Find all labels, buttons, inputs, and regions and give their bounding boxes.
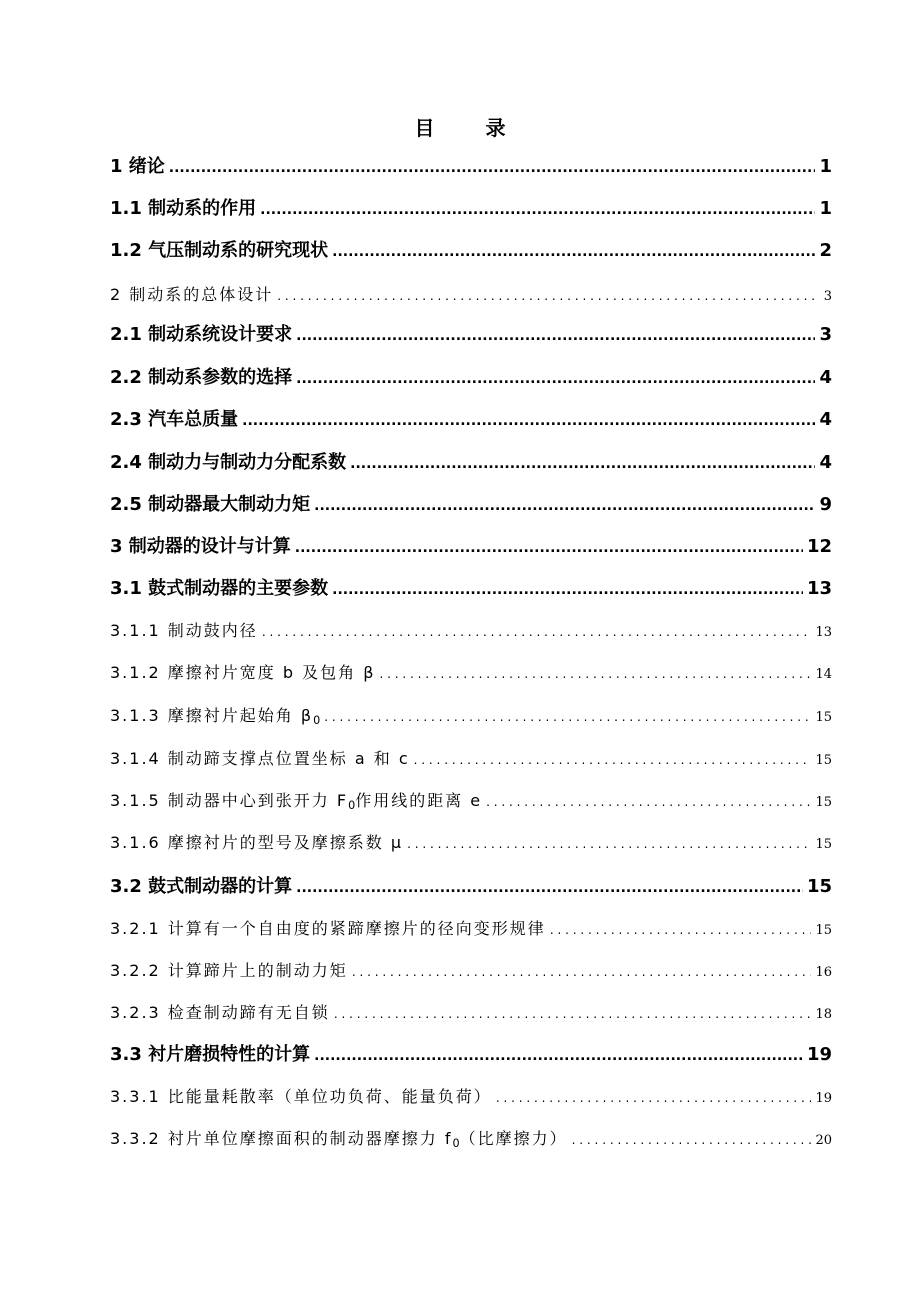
toc-entry-label: 3.2.1 计算有一个自由度的紧蹄摩擦片的径向变形规律 bbox=[110, 919, 546, 938]
toc-entry-page: 3 bbox=[823, 289, 832, 304]
toc-entry-label: 3.2.3 检查制动蹄有无自锁 bbox=[110, 1003, 330, 1022]
dot-leader bbox=[296, 324, 815, 345]
toc-entry[interactable] bbox=[110, 282, 832, 305]
toc-entry-page: 19 bbox=[806, 1044, 832, 1065]
toc-entry-page: 3 bbox=[819, 324, 832, 345]
toc-entry[interactable] bbox=[110, 660, 832, 683]
toc-entry[interactable] bbox=[110, 746, 832, 769]
toc-entry-page: 15 bbox=[815, 923, 832, 938]
toc-entry-label: 3.1.6 摩擦衬片的型号及摩擦系数 μ bbox=[110, 833, 404, 852]
toc-entry[interactable] bbox=[110, 405, 832, 431]
toc-entry-page: 12 bbox=[806, 536, 832, 557]
subscript-zero: 0 bbox=[452, 1136, 460, 1150]
toc-entry-page: 14 bbox=[815, 667, 832, 682]
dot-leader bbox=[296, 367, 815, 388]
toc-entry[interactable] bbox=[110, 236, 832, 262]
toc-entry[interactable] bbox=[110, 574, 832, 600]
toc-entry[interactable] bbox=[110, 532, 832, 558]
toc-entry-page: 15 bbox=[806, 876, 832, 897]
toc-entry-page: 19 bbox=[815, 1091, 832, 1106]
toc-entry-label: 2.3 汽车总质量 bbox=[110, 409, 239, 430]
toc-entry[interactable] bbox=[110, 490, 832, 516]
toc-entry-label: 2.1 制动系统设计要求 bbox=[110, 324, 293, 345]
dot-leader bbox=[407, 833, 811, 852]
toc-entry-page: 20 bbox=[815, 1133, 832, 1148]
dot-leader bbox=[414, 749, 812, 768]
dot-leader bbox=[314, 494, 815, 515]
toc-entry[interactable] bbox=[110, 703, 832, 727]
toc-entry-label: 3.1 鼓式制动器的主要参数 bbox=[110, 578, 329, 599]
toc-entry-page: 1 bbox=[819, 156, 832, 177]
dot-leader bbox=[169, 156, 816, 177]
toc-entry-label: 3.2.2 计算蹄片上的制动力矩 bbox=[110, 961, 348, 980]
toc-entry[interactable] bbox=[110, 872, 832, 898]
toc-entry-label: 2.5 制动器最大制动力矩 bbox=[110, 494, 311, 515]
dot-leader bbox=[332, 240, 815, 261]
dot-leader bbox=[379, 663, 811, 682]
toc-entry[interactable] bbox=[110, 363, 832, 389]
dot-leader bbox=[352, 961, 812, 980]
toc-entry-label: 2.4 制动力与制动力分配系数 bbox=[110, 452, 347, 473]
toc-entry[interactable] bbox=[110, 618, 832, 641]
toc-entry-page: 9 bbox=[819, 494, 832, 515]
dot-leader bbox=[295, 536, 803, 557]
toc-entry-page: 15 bbox=[815, 795, 832, 810]
dot-leader bbox=[277, 285, 819, 304]
toc-entry-label: 2.2 制动系参数的选择 bbox=[110, 367, 293, 388]
subscript-zero: 0 bbox=[313, 713, 321, 727]
toc-entry-page: 4 bbox=[819, 452, 832, 473]
toc-entry-label: 3.3.1 比能量耗散率（单位功负荷、能量负荷） bbox=[110, 1087, 492, 1106]
dot-leader bbox=[550, 919, 812, 938]
toc-entry-label: 3 制动器的设计与计算 bbox=[110, 536, 291, 557]
toc-entry-label: 3.1.5 制动器中心到张开力 $F_0$作用线的距离 e bbox=[110, 791, 483, 812]
toc-entry-label: 3.1.1 制动鼓内径 bbox=[110, 621, 258, 640]
toc-entry[interactable] bbox=[110, 958, 832, 981]
toc-entry-label: 2 制动系的总体设计 bbox=[110, 285, 274, 304]
toc-entry-page: 4 bbox=[819, 409, 832, 430]
toc-entry-label: 3.3.2 衬片单位摩擦面积的制动器摩擦力 $f_0$（比摩擦力） bbox=[110, 1129, 568, 1150]
toc-entry-label: 1 绪论 bbox=[110, 156, 165, 177]
toc-entry-label: 1.1 制动系的作用 bbox=[110, 198, 257, 219]
toc-entry-page: 16 bbox=[815, 965, 832, 980]
toc-entry[interactable] bbox=[110, 152, 832, 178]
dot-leader bbox=[350, 452, 815, 473]
toc-entry-page: 15 bbox=[815, 753, 832, 768]
toc-entry-label: 3.1.4 制动蹄支撑点位置坐标 a 和 c bbox=[110, 749, 410, 768]
toc-entry[interactable] bbox=[110, 1000, 832, 1023]
dot-leader bbox=[260, 198, 815, 219]
toc-entry-page: 2 bbox=[819, 240, 832, 261]
toc-title: 目 录 bbox=[414, 116, 528, 140]
dot-leader bbox=[486, 791, 811, 810]
toc-entry[interactable] bbox=[110, 1126, 832, 1150]
dot-leader bbox=[324, 706, 811, 725]
subscript-zero: 0 bbox=[348, 798, 356, 812]
toc-entry-label: 3.1.3 摩擦衬片起始角 $\beta_0$ bbox=[110, 706, 321, 727]
dot-leader bbox=[572, 1129, 812, 1148]
toc-entry-page: 15 bbox=[815, 837, 832, 852]
toc-entry-page: 13 bbox=[806, 578, 832, 599]
toc-entry-label: 1.2 气压制动系的研究现状 bbox=[110, 240, 329, 261]
toc-entry[interactable] bbox=[110, 916, 832, 939]
toc-entry[interactable] bbox=[110, 448, 832, 474]
toc-entry-label: 3.1.2 摩擦衬片宽度 b 及包角 β bbox=[110, 663, 376, 682]
dot-leader bbox=[296, 876, 803, 897]
toc-entry[interactable] bbox=[110, 788, 832, 812]
toc-entry-page: 1 bbox=[819, 198, 832, 219]
toc-entry[interactable] bbox=[110, 1084, 832, 1107]
toc-entry-page: 13 bbox=[815, 625, 832, 640]
dot-leader bbox=[314, 1044, 803, 1065]
toc-entry[interactable] bbox=[110, 830, 832, 853]
toc-entry[interactable] bbox=[110, 1040, 832, 1066]
dot-leader bbox=[332, 578, 803, 599]
dot-leader bbox=[242, 409, 815, 430]
dot-leader bbox=[496, 1087, 812, 1106]
dot-leader bbox=[334, 1003, 812, 1022]
toc-entry-page: 18 bbox=[815, 1007, 832, 1022]
toc-entry[interactable] bbox=[110, 320, 832, 346]
dot-leader bbox=[262, 621, 812, 640]
toc-entry-page: 15 bbox=[815, 710, 832, 725]
toc-entry[interactable] bbox=[110, 194, 832, 220]
toc-entry-page: 4 bbox=[819, 367, 832, 388]
toc-entry-label: 3.3 衬片磨损特性的计算 bbox=[110, 1044, 311, 1065]
toc-entry-label: 3.2 鼓式制动器的计算 bbox=[110, 876, 293, 897]
